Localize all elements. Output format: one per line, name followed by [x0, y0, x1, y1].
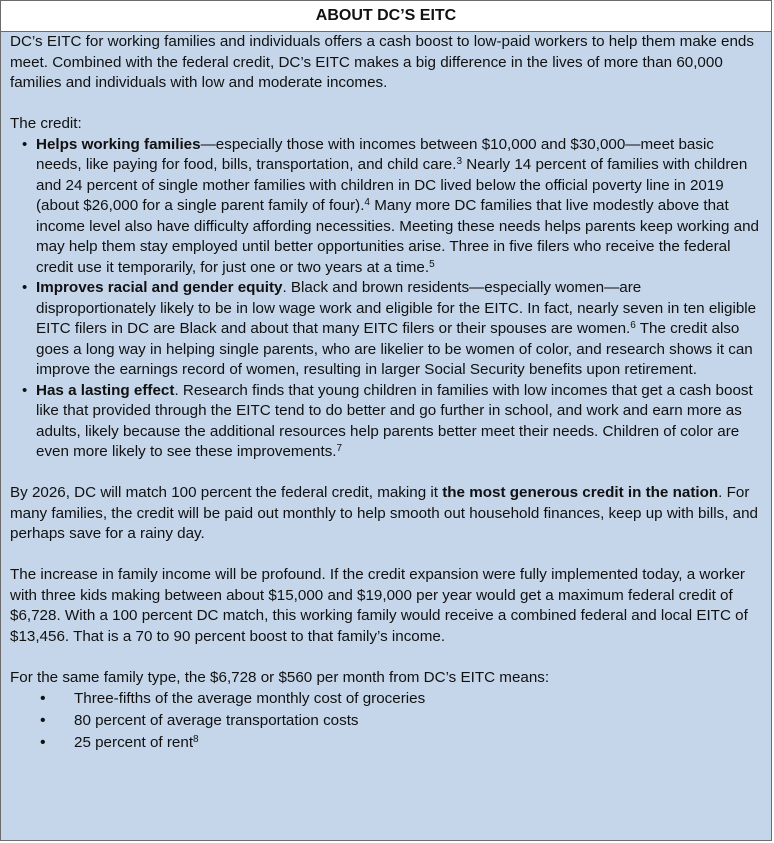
cost-list [10, 688, 762, 754]
bullet-dot: • [22, 135, 28, 153]
list-item: • 80 percent of average transportation costs [10, 710, 762, 732]
family-type-paragraph: For the same family type, the $6,728 or $560 per month from DC’s EITC means: [10, 668, 550, 686]
list-item: • Three-fifths of the average monthly cost of groceries [10, 688, 762, 710]
bullet-equity: • Improves racial and gender equity. Black and brown residents—especially women—are disproportionately likely to be in low wage work and eligible for the EITC. In fact, nearly seven in ten eligible EITC filers in DC are Black and about that many EITC filers or their spouses are women.$^6$ The credit also goes a long way in helping single parents, who are likelier to be women of color, and research shows it can improve the earnings record of women, resulting in larger Social Security benefits upon retirement. [22, 279, 757, 378]
bullet-heading: Has a lasting effect [36, 381, 175, 399]
bullet-lasting-effect: • Has a lasting effect. Research finds that young children in families with low incomes that get a cash boost like that provided through the EITC tend to do better and go further in school, and work and earn more as adults, likely because the additional resources help parents better meet their needs. Children of color are even more likely to see these improvements.$^7$ [22, 381, 753, 460]
list-item: • 25 percent of rent$^8$ [10, 732, 762, 754]
credit-bullets [10, 135, 762, 463]
bullet-dot: • [22, 279, 28, 296]
footnote-ref: 6 [630, 320, 636, 331]
intro-paragraph: DC’s EITC for working families and individuals offers a cash boost to low-paid workers to help them make ends meet. Combined with the federal credit, DC’s EITC makes a big difference in the lives of more than 60,000 families and individuals with low and moderate incomes. [10, 33, 754, 91]
footnote-ref: 7 [336, 443, 343, 454]
bullet-working-families: • Helps working families—especially those with incomes between $10,000 and $30,000—meet basic needs, like paying for food, bills, transportation, and child care.$^3$ Nearly 14 percent of families with children and 24 percent of single mother families with children in DC lived below the official poverty line in 2019 (about $26,000 for a single parent family of four).$^4$ Many more DC families that live modestly above that income level also have difficulty affording necessities. Meeting these needs helps parents keep working and may help them stay employed until better opportunities arise. Three in five filers who receive the federal credit use it temporarily, for just one or two years at a time.$^5$ [22, 135, 759, 276]
generous-credit-paragraph: By 2026, DC will match 100 percent the federal credit, making it the most generous credit in the nation. For many families, the credit will be paid out monthly to help smooth out household finances, keep up with bills, and perhaps save for a rainy day. [10, 484, 758, 542]
bullet-heading: Helps working families [36, 135, 201, 153]
credit-label: The credit: [10, 115, 82, 132]
footnote-ref: 5 [429, 258, 435, 270]
bullet-dot: • [22, 381, 28, 399]
footnote-ref: 3 [456, 156, 462, 167]
footnote-ref: 8 [193, 734, 199, 745]
footnote-ref: 4 [364, 197, 370, 208]
income-increase-paragraph: The increase in family income will be profound. If the credit expansion were fully implemented today, a worker with three kids making between about $15,000 and $19,000 per year would get a maximum federal credit of $6,728. With a 100 percent DC match, this working family would receive a combined federal and local EITC of $13,456. That is a 70 to 90 percent boost to that family’s income. [10, 566, 748, 645]
box-title: ABOUT DC’S EITC [1, 1, 771, 32]
bullet-dot: • [40, 712, 46, 729]
generous-credit-emphasis: the most generous credit in the nation [442, 484, 719, 501]
bullet-dot: • [40, 734, 46, 751]
box-content [10, 32, 762, 754]
bullet-dot: • [40, 690, 46, 707]
bullet-heading: Improves racial and gender equity [36, 279, 283, 296]
